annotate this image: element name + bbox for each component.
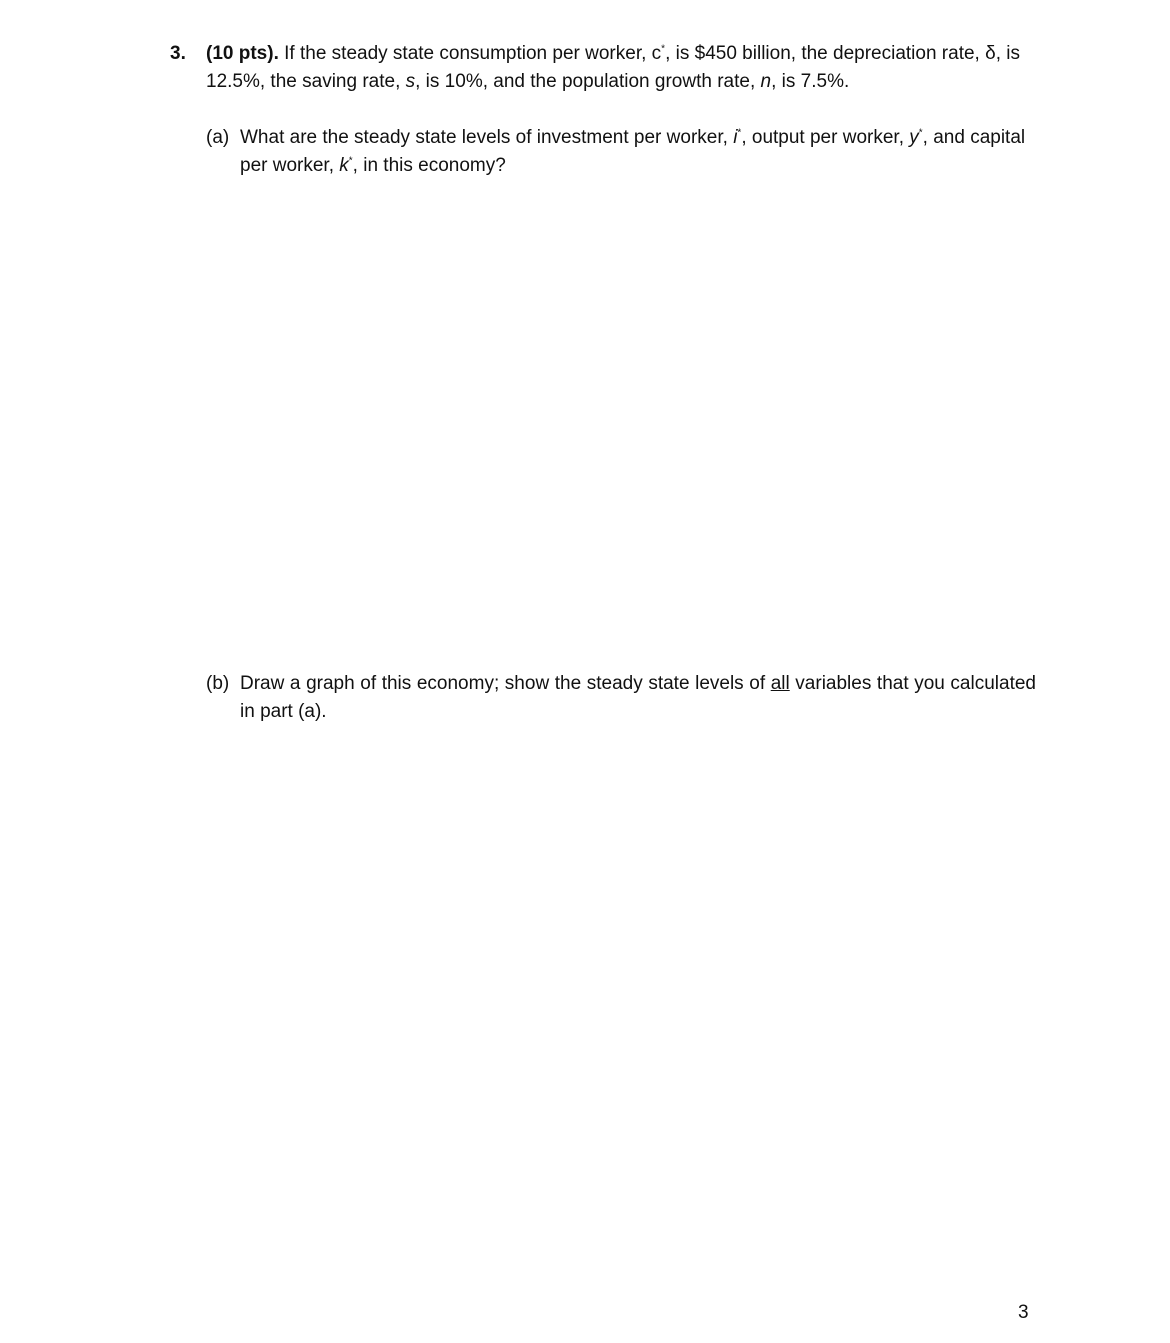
- var-n: n: [760, 71, 772, 92]
- part-a-text-segment: , output per worker,: [741, 127, 910, 148]
- var-c: c: [651, 43, 662, 64]
- part-a-text-segment: , and capital per worker,: [240, 127, 1026, 176]
- part-b-text-segment: variables that you calculated in part (a).: [240, 673, 1036, 722]
- star-superscript: *: [661, 43, 666, 55]
- part-b-label: (b): [206, 673, 230, 694]
- question-text-segment: , is $450 billion, the depreciation rate,: [665, 43, 986, 64]
- part-a-text-segment: What are the steady state levels of investment per worker,: [240, 127, 734, 148]
- question-number: 3.: [170, 43, 186, 64]
- star-superscript: *: [918, 127, 923, 139]
- var-y: y: [909, 127, 919, 148]
- question-text-segment: , is 7.5%.: [771, 71, 850, 92]
- question-text-segment: , is 10%, and the population growth rate,: [415, 71, 761, 92]
- part-b-text-segment: Draw a graph of this economy; show the steady state levels of: [240, 673, 771, 694]
- part-b: [206, 670, 1036, 726]
- part-a-text-segment: , in this economy?: [352, 155, 506, 176]
- question-points: (10 pts).: [206, 43, 279, 64]
- part-a: [206, 124, 1036, 180]
- var-delta: δ: [985, 43, 996, 64]
- star-superscript: *: [348, 155, 353, 167]
- question-text: [206, 40, 1040, 96]
- question-3: [170, 40, 1040, 96]
- part-b-text: [240, 670, 1036, 726]
- part-a-label: (a): [206, 127, 230, 148]
- var-s: s: [405, 71, 416, 92]
- page-number: 3: [1018, 1302, 1029, 1323]
- underlined-word: all: [770, 673, 790, 694]
- question-text-segment: , is 12.5%, the saving rate,: [206, 43, 1020, 92]
- part-a-text: [240, 124, 1036, 180]
- var-i: i: [733, 127, 738, 148]
- var-k: k: [339, 155, 349, 176]
- question-text-segment: If the steady state consumption per worker,: [278, 43, 652, 64]
- star-superscript: *: [737, 127, 742, 139]
